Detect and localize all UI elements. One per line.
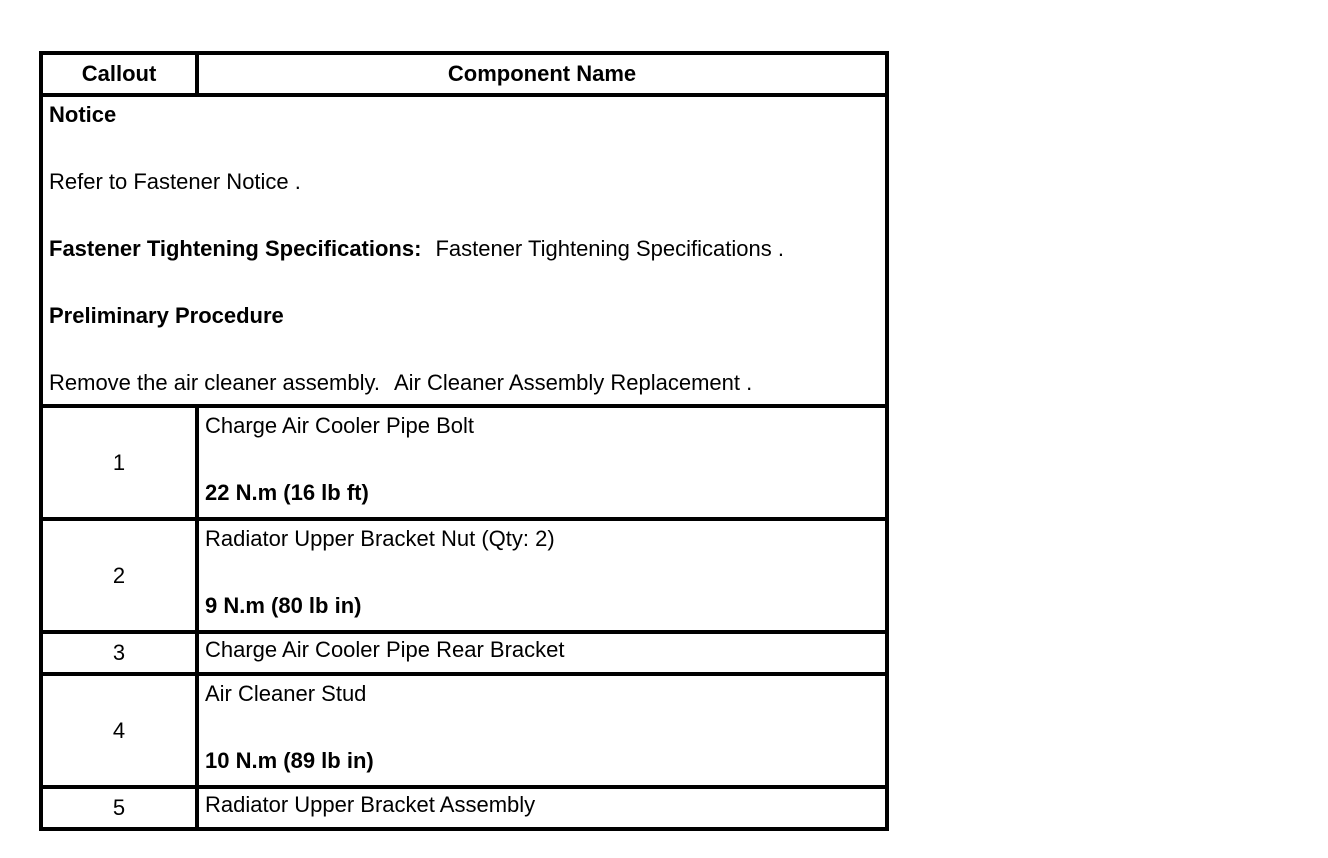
component-name: Charge Air Cooler Pipe Rear Bracket (205, 637, 565, 662)
notice-cell (41, 95, 887, 406)
spec-line (49, 236, 885, 262)
torque-spec: 10 N.m (89 lb in) (205, 748, 374, 773)
table-row (41, 519, 887, 632)
callout-number: 5 (41, 787, 197, 829)
callout-number: 2 (41, 519, 197, 632)
preliminary-title: Preliminary Procedure (49, 303, 284, 328)
table-row (41, 406, 887, 519)
component-name: Charge Air Cooler Pipe Bolt (205, 413, 475, 438)
table-header-row (41, 53, 887, 95)
callout-number: 4 (41, 674, 197, 787)
component-cell (197, 519, 887, 632)
fastener-notice-text: Refer to Fastener Notice . (49, 169, 301, 194)
header-callout: Callout (41, 53, 197, 95)
torque-spec: 9 N.m (80 lb in) (205, 593, 362, 618)
component-table (39, 51, 889, 831)
table-row (41, 632, 887, 674)
callout-number: 1 (41, 406, 197, 519)
callout-number: 3 (41, 632, 197, 674)
preliminary-line (49, 370, 885, 396)
notice-row (41, 95, 887, 406)
table-row (41, 787, 887, 829)
component-name: Air Cleaner Stud (205, 681, 367, 706)
component-name: Radiator Upper Bracket Assembly (205, 792, 536, 817)
table-row (41, 674, 887, 787)
component-cell (197, 632, 887, 674)
component-cell (197, 406, 887, 519)
component-cell (197, 674, 887, 787)
preliminary-ref: Air Cleaner Assembly Replacement . (393, 370, 753, 395)
header-component-name: Component Name (197, 53, 887, 95)
spec-value: Fastener Tightening Specifications . (435, 236, 784, 261)
preliminary-step: Remove the air cleaner assembly. (49, 370, 380, 395)
notice-title: Notice (49, 102, 117, 127)
torque-spec: 22 N.m (16 lb ft) (205, 480, 369, 505)
spec-label: Fastener Tightening Specifications: (49, 236, 422, 261)
component-name: Radiator Upper Bracket Nut (Qty: 2) (205, 526, 555, 551)
component-cell (197, 787, 887, 829)
